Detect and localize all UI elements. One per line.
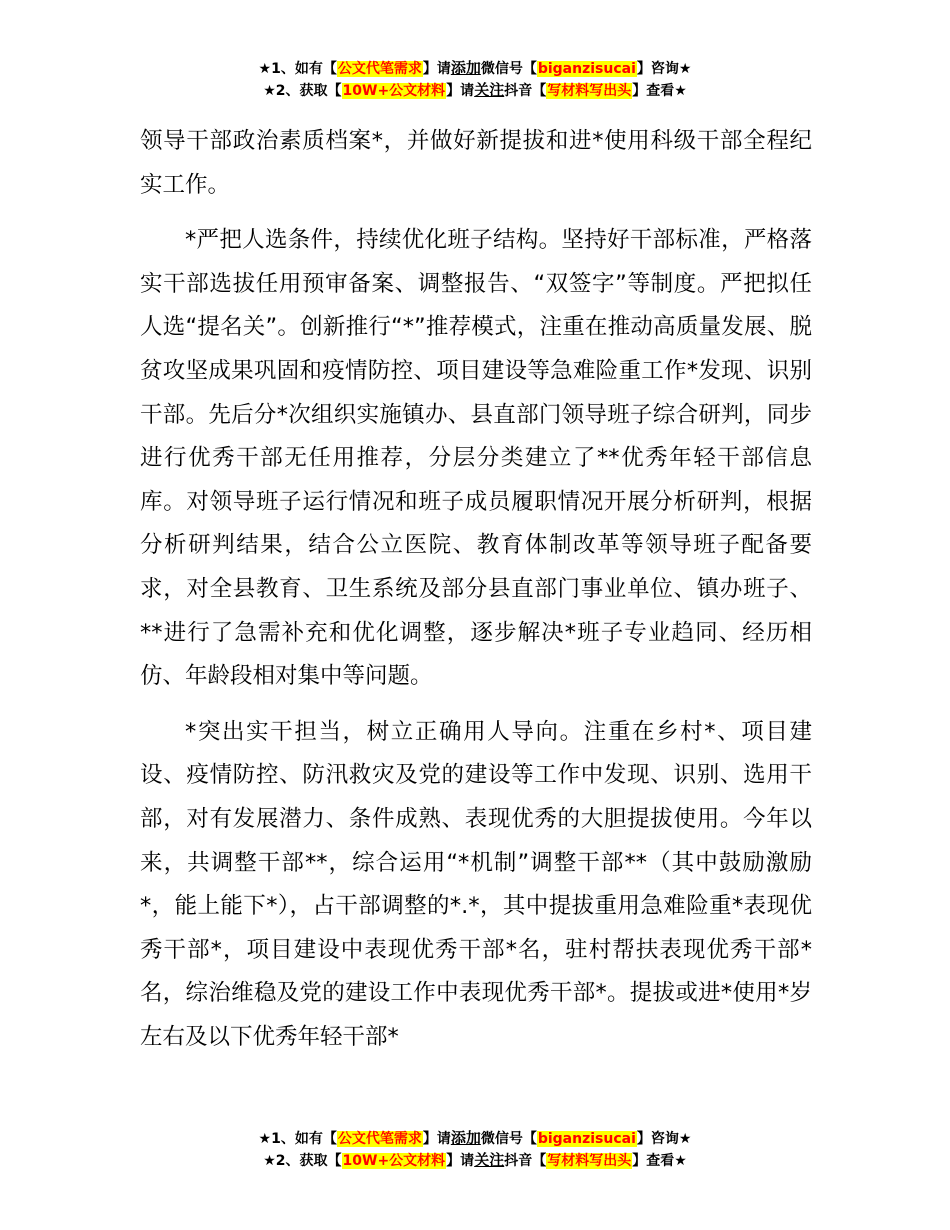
paragraph-performance-orientation: *突出实干担当，树立正确用人导向。注重在乡村*、项目建设、疫情防控、防汛救灾及党的建设等工作中发现、识别、选用干部，对有发展潜力、条件成熟、表现优秀的大胆提拔使用。今年以来，共调整干部**，综合运用“*机制”调整干部**（其中鼓励激励*，能上能下*），占干部调整的*.*，其中提拔重用急难险重*表现优秀干部*，项目建设中表现优秀干部*名，驻村帮扶表现优秀干部*名，综治维稳及党的建设工作中表现优秀干部*。提拔或进*使用*岁左右及以下优秀年轻干部* bbox=[140, 718, 812, 1050]
document-body bbox=[140, 120, 812, 1059]
star-icon: ★ bbox=[674, 83, 687, 99]
banner-line-2: ★2、获取【10W+公文材料】请关注抖音【写材料写出头】查看★ bbox=[263, 81, 687, 99]
star-icon: ★ bbox=[263, 83, 276, 99]
underlined-text: 关注 bbox=[474, 1151, 505, 1169]
underlined-text: 添加 bbox=[450, 59, 481, 77]
wechat-id: biganzisucai bbox=[537, 1131, 636, 1147]
douyin-account: 写材料写出头 bbox=[547, 1153, 632, 1169]
douyin-account: 写材料写出头 bbox=[547, 83, 632, 99]
highlight-text: 10W+公文材料 bbox=[342, 83, 446, 99]
banner-line-2: ★2、获取【10W+公文材料】请关注抖音【写材料写出头】查看★ bbox=[263, 1151, 687, 1169]
highlight-text: 10W+公文材料 bbox=[342, 1153, 446, 1169]
star-icon: ★ bbox=[678, 61, 692, 77]
banner-line-1: ★1、如有【公文代笔需求】请添加微信号【biganzisucai】咨询★ bbox=[258, 1129, 692, 1147]
star-icon: ★ bbox=[678, 1131, 692, 1147]
underlined-text: 关注 bbox=[474, 81, 505, 99]
star-icon: ★ bbox=[258, 61, 272, 77]
paragraph-continuation: 领导干部政治素质档案*，并做好新提拔和进*使用科级干部全程纪实工作。 bbox=[140, 128, 812, 198]
banner-line-1: ★1、如有【公文代笔需求】请添加微信号【biganzisucai】咨询★ bbox=[258, 59, 692, 77]
star-icon: ★ bbox=[263, 1153, 276, 1169]
wechat-id: biganzisucai bbox=[537, 61, 636, 77]
highlight-text: 公文代笔需求 bbox=[337, 61, 422, 77]
underlined-text: 添加 bbox=[450, 1129, 481, 1147]
star-icon: ★ bbox=[258, 1131, 272, 1147]
highlight-text: 公文代笔需求 bbox=[337, 1131, 422, 1147]
star-icon: ★ bbox=[674, 1153, 687, 1169]
paragraph-selection-conditions: *严把人选条件，持续优化班子结构。坚持好干部标准，严格落实干部选拔任用预审备案、调整报告、“双签字”等制度。严把拟任人选“提名关”。创新推行“*”推荐模式，注重在推动高质量发展、脱贫攻坚成果巩固和疫情防控、项目建设等急难险重工作*发现、识别干部。先后分*次组织实施镇办、县直部门领导班子综合研判，同步进行优秀干部无任用推荐，分层分类建立了**优秀年轻干部信息库。对领导班子运行情况和班子成员履职情况开展分析研判，根据分析研判结果，结合公立医院、教育体制改革等领导班子配备要求，对全县教育、卫生系统及部分县直部门事业单位、镇办班子、**进行了急需补充和优化调整，逐步解决*班子专业趋同、经历相仿、年龄段相对集中等问题。 bbox=[140, 227, 812, 690]
footer-banner bbox=[0, 1128, 950, 1172]
header-banner bbox=[0, 58, 950, 102]
